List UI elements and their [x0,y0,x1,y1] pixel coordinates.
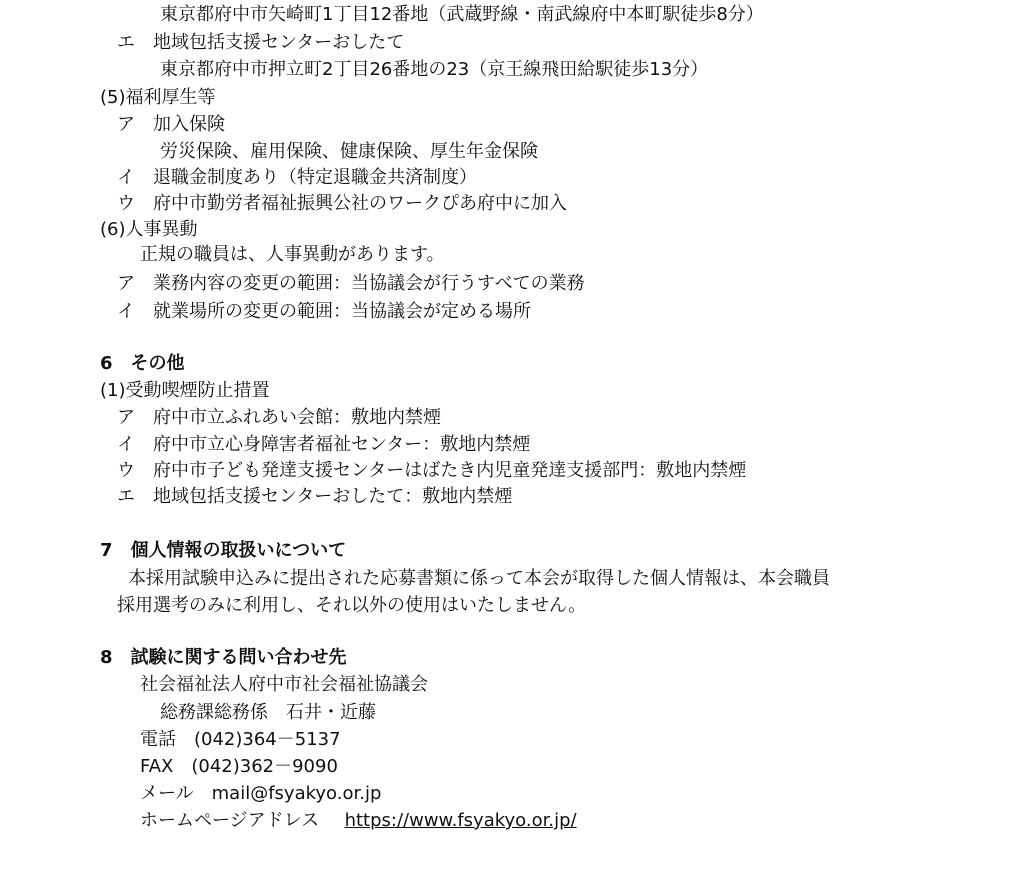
homepage-label: ホームページアドレス [140,810,320,831]
transfer-item-duties: ア 業務内容の変更の範囲：当協議会が行うすべての業務 [117,273,585,294]
privacy-body-line1: 本採用試験申込みに提出された応募書類に係って本会が取得した個人情報は、本会職員 [128,568,830,589]
facility-e-label: エ 地域包括支援センターおしたて [117,32,405,53]
smoking-item-welfare-center: イ 府中市立心身障害者福祉センター：敷地内禁煙 [117,434,531,455]
smoking-item-fureai: ア 府中市立ふれあい会館：敷地内禁煙 [117,407,441,428]
homepage-link[interactable]: https://www.fsyakyo.or.jp/ [344,810,577,831]
transfer-item-workplace: イ 就業場所の変更の範囲：当協議会が定める場所 [117,301,531,322]
smoking-heading: (1)受動喫煙防止措置 [100,380,270,401]
smoking-item-oshitate: エ 地域包括支援センターおしたて：敷地内禁煙 [117,486,513,507]
smoking-item-habataki: ウ 府中市子ども発達支援センターはばたき内児童発達支援部門：敷地内禁煙 [117,460,747,481]
welfare-insurance-detail: 労災保険、雇用保険、健康保険、厚生年金保険 [160,141,538,162]
contact-homepage-row [140,808,577,834]
section-6-heading: 6 その他 [100,353,185,374]
section-8-heading: 8 試験に関する問い合わせ先 [100,647,347,668]
welfare-item-retirement: イ 退職金制度あり（特定退職金共済制度） [117,167,477,188]
privacy-body-line2: 採用選考のみに利用し、それ以外の使用はいたしません。 [117,595,587,616]
contact-department: 総務課総務係 石井・近藤 [160,702,376,723]
transfer-intro: 正規の職員は、人事異動があります。 [140,244,445,265]
contact-organization: 社会福祉法人府中市社会福祉協議会 [140,674,428,695]
facility-d-address: 東京都府中市矢崎町1丁目12番地（武蔵野線・南武線府中本町駅徒歩8分） [160,4,764,25]
contact-fax: FAX (042)362－9090 [140,756,338,777]
contact-phone: 電話 (042)364－5137 [140,729,341,750]
transfer-heading: (6)人事異動 [100,219,198,240]
contact-email: メール mail@fsyakyo.or.jp [140,783,382,804]
welfare-item-insurance: ア 加入保険 [117,114,225,135]
facility-e-address: 東京都府中市押立町2丁目26番地の23（京王線飛田給駅徒歩13分） [160,59,709,80]
section-7-heading: 7 個人情報の取扱いについて [100,540,347,561]
welfare-item-workpia: ウ 府中市勤労者福祉振興公社のワークぴあ府中に加入 [117,193,567,214]
welfare-heading: (5)福利厚生等 [100,87,216,108]
